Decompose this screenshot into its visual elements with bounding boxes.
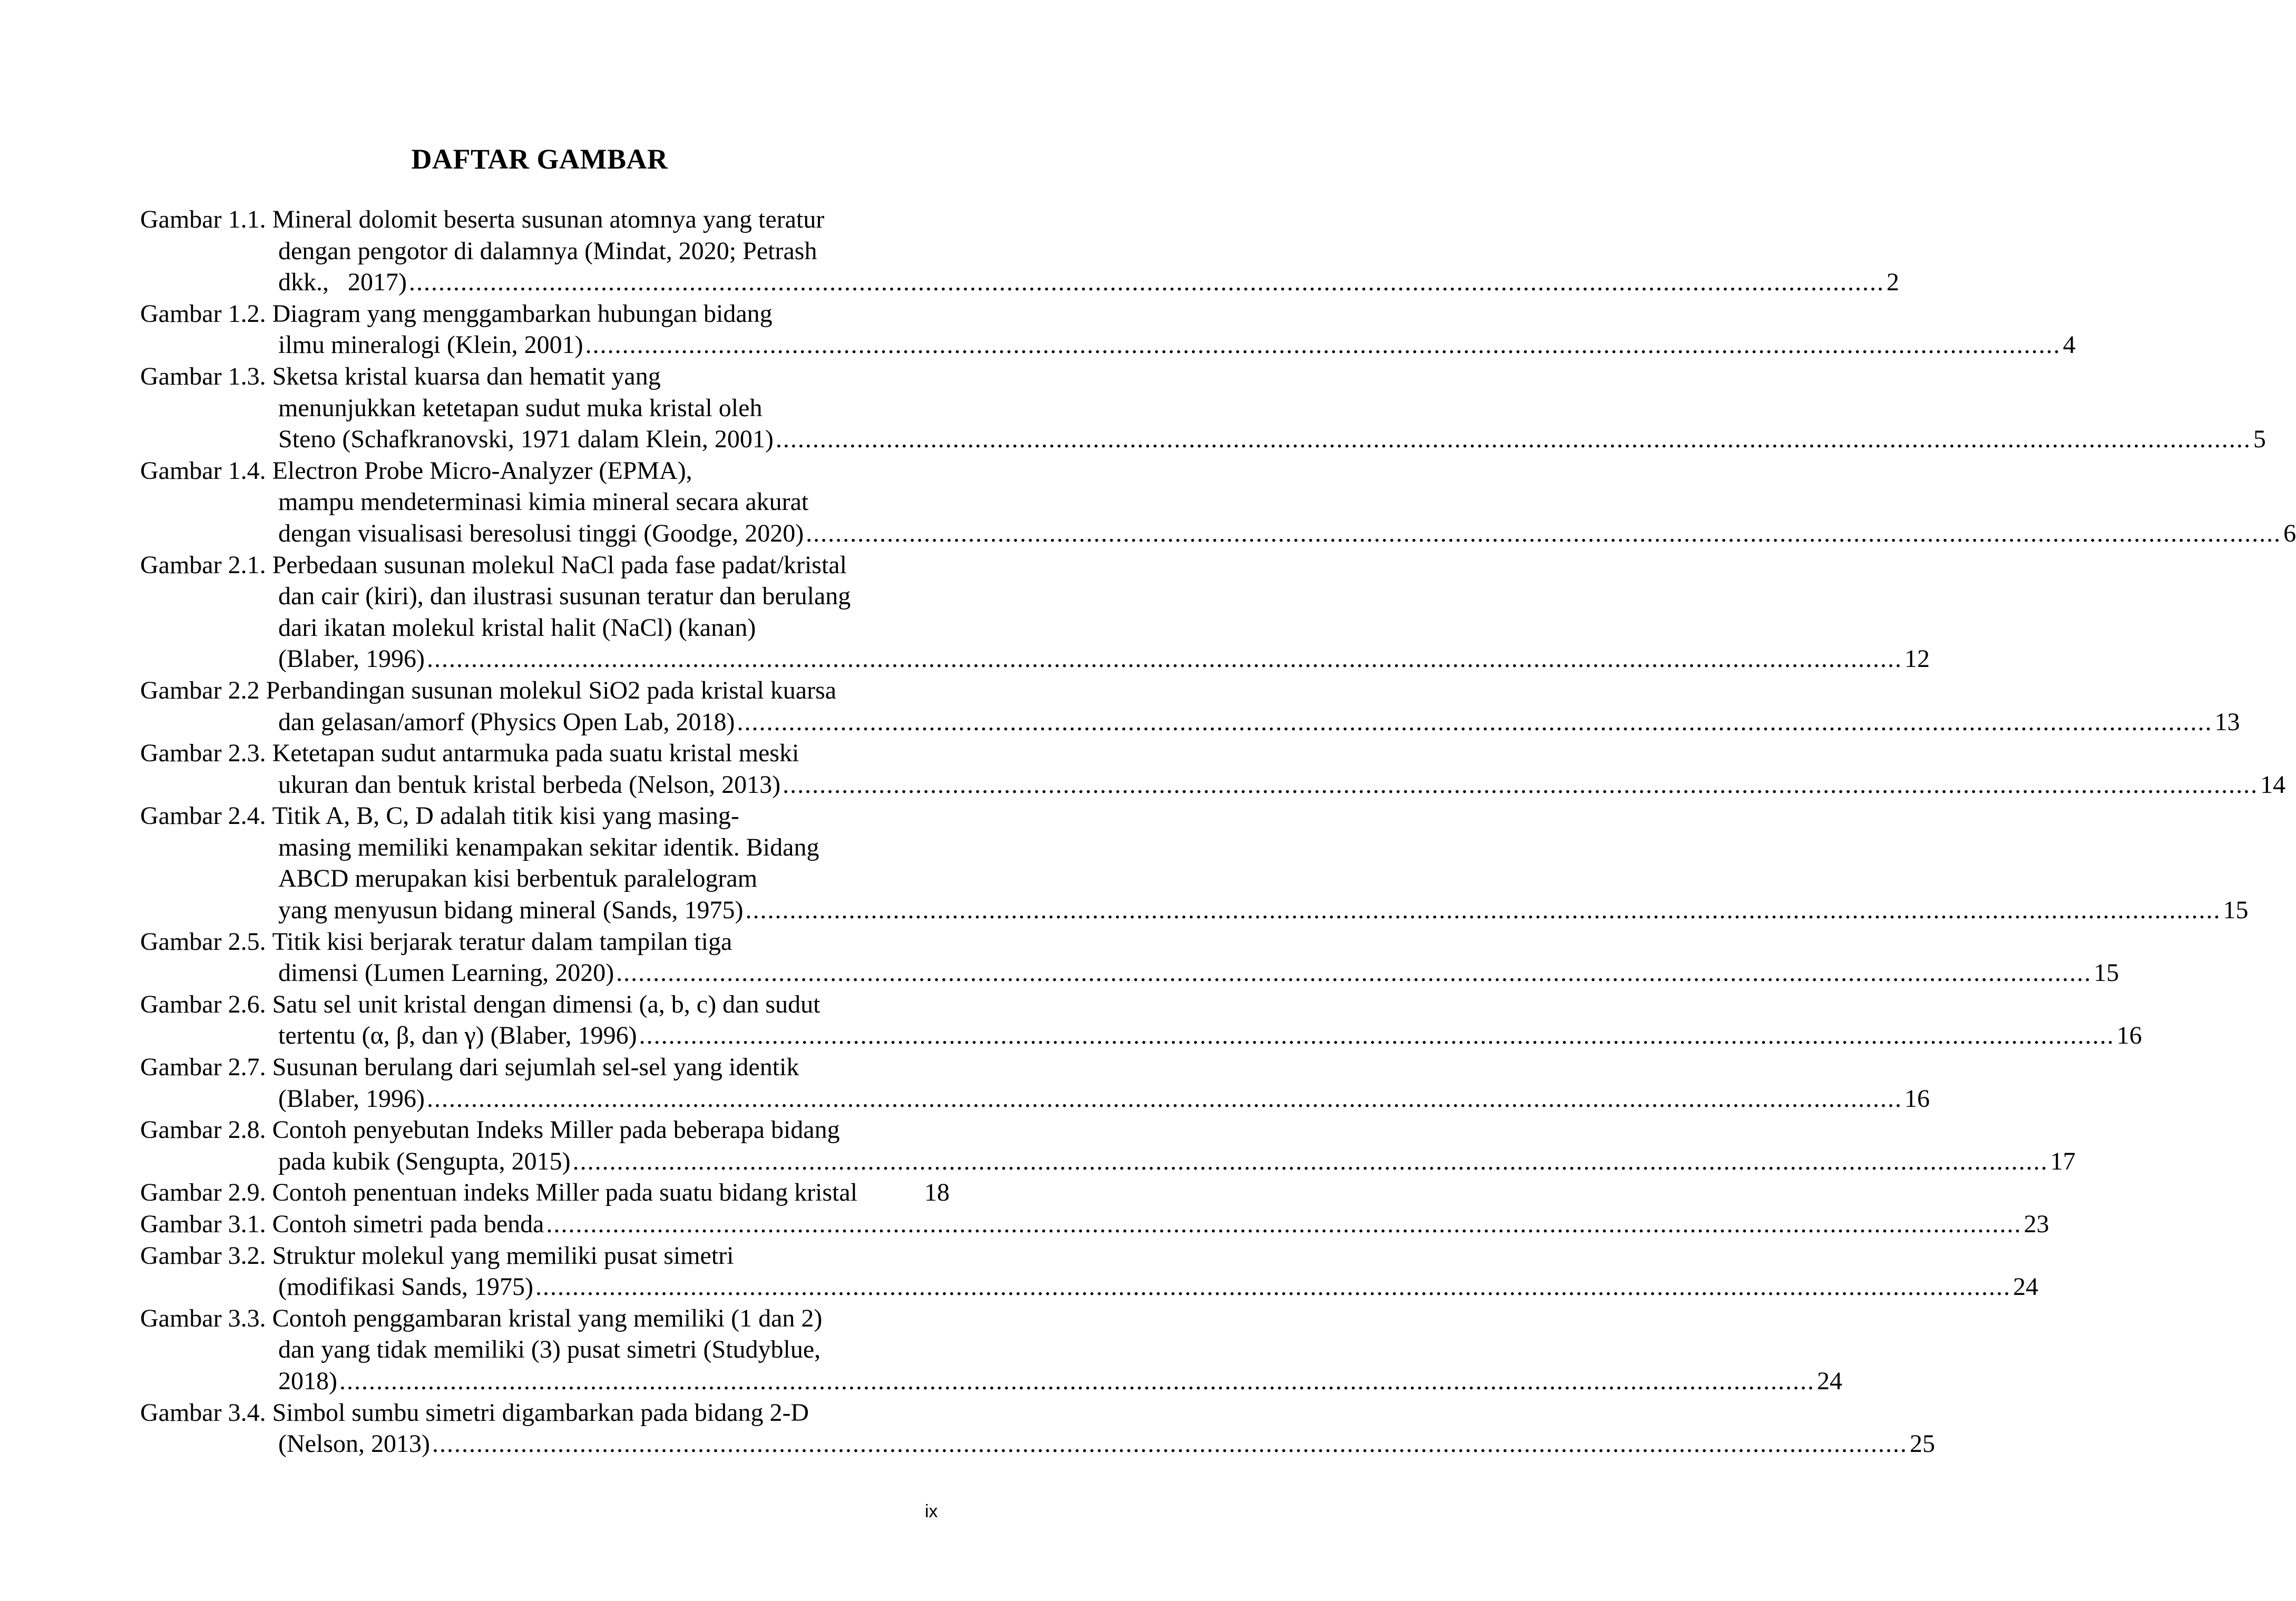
figure-caption-text: (Blaber, 1996) — [278, 1084, 425, 1113]
figure-entry — [140, 1177, 950, 1209]
dot-leader: ........................................................................................................................................................................................................ — [427, 1084, 1902, 1113]
figure-entry-line — [140, 1209, 2049, 1240]
dot-leader: ........................................................................................................................................................................................................ — [408, 268, 1884, 297]
figure-caption-text: Electron Probe Micro-Analyzer (EPMA), — [272, 456, 692, 485]
figure-caption-text: Satu sel unit kristal dengan dimensi (a, b, c) dan sudut — [272, 990, 820, 1018]
figure-caption-text: Perbandingan susunan molekul SiO2 pada kristal kuarsa — [266, 676, 837, 704]
figure-page-number: 18 — [924, 1178, 950, 1207]
figure-caption-text: Titik A, B, C, D adalah titik kisi yang masing- — [272, 802, 739, 830]
figure-entry-line — [140, 424, 2266, 455]
figure-entry-line — [140, 643, 1930, 675]
figure-caption-text: (modifikasi Sands, 1975) — [278, 1273, 533, 1301]
figure-caption-text: yang menyusun bidang mineral (Sands, 1975) — [278, 896, 744, 925]
figure-page-number: 17 — [2050, 1147, 2076, 1175]
page-number: ix — [925, 1501, 938, 1521]
figure-page-number: 2 — [1886, 268, 1899, 297]
figure-label: Gambar 2.5. — [140, 927, 272, 956]
dot-leader: ........................................................................................................................................................................................................ — [572, 1147, 2048, 1175]
figure-caption-text: menunjukkan ketetapan sudut muka kristal oleh — [278, 394, 763, 422]
figure-entry-line — [140, 1240, 950, 1272]
figure-entry-line — [140, 675, 950, 706]
figure-entry — [140, 1397, 1935, 1460]
figure-caption-text: Contoh penggambaran kristal yang memiliki (1 dan 2) — [272, 1304, 823, 1332]
figure-entry — [140, 800, 2249, 926]
figure-caption-text: Titik kisi berjarak teratur dalam tampilan tiga — [272, 927, 732, 956]
figure-entry-line — [140, 1366, 1842, 1397]
figure-caption-text: Contoh penentuan indeks Miller pada suatu bidang kristal — [272, 1178, 858, 1207]
figure-entry-line — [140, 486, 950, 518]
figure-entry-line — [140, 329, 2076, 361]
figure-entry-line — [140, 1020, 2142, 1052]
figure-entry-line — [140, 298, 950, 330]
figure-caption-text: dan cair (kiri), dan ilustrasi susunan teratur dan berulang — [278, 582, 851, 611]
figure-entry-line — [140, 392, 950, 424]
dot-leader: ........................................................................................................................................................................................................ — [783, 770, 2259, 799]
figure-entry-line — [140, 989, 950, 1020]
figure-entry — [140, 926, 2119, 989]
figure-label: Gambar 3.2. — [140, 1241, 272, 1270]
figure-entry-line — [140, 738, 950, 769]
dot-leader: ........................................................................................................................................................................................................ — [639, 1022, 2115, 1050]
figure-caption-text: Sketsa kristal kuarsa dan hematit yang — [272, 362, 661, 390]
figure-entry-line — [140, 455, 950, 487]
figure-page-number: 23 — [2024, 1210, 2049, 1238]
figure-entry — [140, 1052, 1930, 1114]
dot-leader: ........................................................................................................................................................................................................ — [535, 1273, 2011, 1301]
figure-caption-text: Simbol sumbu simetri digambarkan pada bidang 2-D — [272, 1398, 809, 1427]
figure-entry — [140, 361, 2266, 455]
dot-leader: ........................................................................................................................................................................................................ — [585, 331, 2061, 359]
figure-entry-line — [140, 926, 950, 958]
figure-label: Gambar 2.2 — [140, 676, 266, 704]
figure-entry — [140, 989, 2142, 1052]
dot-leader: ........................................................................................................................................................................................................ — [432, 1430, 1908, 1458]
figure-entry — [140, 675, 2240, 738]
figure-entry-line — [140, 518, 2296, 549]
figure-label: Gambar 2.1. — [140, 551, 272, 579]
figure-entry-line — [140, 267, 1899, 298]
figure-list — [140, 204, 2296, 1460]
figure-entry-line — [140, 1177, 950, 1209]
figure-page-number: 15 — [2223, 896, 2249, 925]
figure-caption-text: mampu mendeterminasi kimia mineral secara akurat — [278, 488, 809, 516]
figure-page-number: 13 — [2214, 708, 2240, 736]
figure-entry-line — [140, 1397, 950, 1429]
figure-entry-line — [140, 800, 950, 832]
figure-label: Gambar 2.8. — [140, 1116, 272, 1144]
figure-page-number: 5 — [2253, 425, 2266, 454]
figure-entry-line — [140, 1114, 950, 1146]
figure-label: Gambar 3.1. — [140, 1210, 272, 1238]
figure-entry-line — [140, 1146, 2076, 1177]
figure-page-number: 24 — [2012, 1273, 2038, 1301]
figure-caption-text: dan yang tidak memiliki (3) pusat simetri (Studyblue, — [278, 1335, 821, 1364]
figure-label: Gambar 2.4. — [140, 802, 272, 830]
dot-leader: ........................................................................................................................................................................................................ — [745, 896, 2221, 925]
figure-entry — [140, 1209, 2049, 1240]
figure-label: Gambar 3.4. — [140, 1398, 272, 1427]
figure-page-number: 24 — [1816, 1367, 1842, 1395]
figure-entry — [140, 298, 2076, 361]
figure-entry-line — [140, 863, 950, 895]
figure-entry — [140, 204, 1899, 298]
figure-caption-text: 2018) — [278, 1367, 337, 1395]
figure-entry-line — [140, 832, 950, 863]
figure-caption-text: (Nelson, 2013) — [278, 1430, 430, 1458]
figure-label: Gambar 1.1. — [140, 205, 272, 233]
figure-entry-line — [140, 1052, 950, 1083]
figure-caption-text: dan gelasan/amorf (Physics Open Lab, 2018) — [278, 708, 735, 736]
dot-leader: ........................................................................................................................................................................................................ — [775, 425, 2251, 454]
figure-label: Gambar 1.2. — [140, 299, 272, 328]
figure-caption-text: ilmu mineralogi (Klein, 2001) — [278, 331, 583, 359]
figure-page-number: 12 — [1904, 645, 1930, 673]
figure-label: Gambar 2.3. — [140, 739, 272, 768]
figure-page-number: 16 — [1904, 1084, 1930, 1113]
figure-entry — [140, 738, 2286, 800]
figure-caption-text: dimensi (Lumen Learning, 2020) — [278, 959, 614, 987]
page-title: DAFTAR GAMBAR — [411, 143, 668, 175]
figure-caption-text: Struktur molekul yang memiliki pusat simetri — [272, 1241, 734, 1270]
figure-caption-text: tertentu (α, β, dan γ) (Blaber, 1996) — [278, 1022, 637, 1050]
figure-caption-text: dengan visualisasi beresolusi tinggi (Goodge, 2020) — [278, 519, 804, 547]
figure-page-number: 4 — [2063, 331, 2076, 359]
figure-entry-line — [140, 235, 950, 267]
figure-caption-text: (Blaber, 1996) — [278, 645, 425, 673]
figure-entry — [140, 455, 2296, 549]
dot-leader: ........................................................................................................................................................................................................ — [546, 1210, 2022, 1238]
figure-entry-line — [140, 581, 950, 612]
figure-caption-text: ukuran dan bentuk kristal berbeda (Nelson, 2013) — [278, 770, 781, 799]
figure-entry-line — [140, 706, 2240, 738]
figure-caption-text: ABCD merupakan kisi berbentuk paralelogram — [278, 865, 758, 893]
figure-caption-text: dari ikatan molekul kristal halit (NaCl) (kanan) — [278, 613, 756, 642]
figure-entry-line — [140, 204, 950, 235]
figure-label: Gambar 1.4. — [140, 456, 272, 485]
dot-leader: ........................................................................................................................................................................................................ — [427, 645, 1902, 673]
figure-entry — [140, 1303, 1842, 1397]
figure-caption-text: Contoh simetri pada benda — [272, 1210, 544, 1238]
figure-entry-line — [140, 361, 950, 392]
figure-caption-text: Perbedaan susunan molekul NaCl pada fase padat/kristal — [272, 551, 847, 579]
dot-leader: ........................................................................................................................................................................................................ — [737, 708, 2213, 736]
figure-entry-line — [140, 1428, 1935, 1460]
figure-entry-line — [140, 1083, 1930, 1115]
dot-leader: ........................................................................................................................................................................................................ — [806, 519, 2282, 547]
figure-page-number: 15 — [2094, 959, 2119, 987]
figure-label: Gambar 2.6. — [140, 990, 272, 1018]
figure-label: Gambar 2.7. — [140, 1053, 272, 1082]
figure-label: Gambar 2.9. — [140, 1178, 272, 1207]
figure-entry-line — [140, 1303, 950, 1334]
figure-entry — [140, 1114, 2076, 1177]
figure-caption-text: Diagram yang menggambarkan hubungan bidang — [272, 299, 773, 328]
figure-entry-line — [140, 895, 2249, 926]
dot-leader: ........................................................................................................................................................................................................ — [339, 1367, 1815, 1395]
figure-entry-line — [140, 1334, 950, 1366]
figure-caption-text: Susunan berulang dari sejumlah sel-sel yang identik — [272, 1053, 799, 1082]
figure-caption-text: Mineral dolomit beserta susunan atomnya yang teratur — [272, 205, 825, 233]
figure-caption-text: Steno (Schafkranovski, 1971 dalam Klein, 2001) — [278, 425, 774, 454]
figure-page-number: 14 — [2260, 770, 2286, 799]
figure-caption-text: dkk., 2017) — [278, 268, 407, 297]
figure-entry — [140, 1240, 2038, 1303]
figure-caption-text: pada kubik (Sengupta, 2015) — [278, 1147, 571, 1175]
figure-entry-line — [140, 549, 950, 581]
figure-caption-text: masing memiliki kenampakan sekitar identik. Bidang — [278, 833, 819, 861]
figure-label: Gambar 3.3. — [140, 1304, 272, 1332]
figure-entry-line — [140, 612, 950, 644]
figure-label: Gambar 1.3. — [140, 362, 272, 390]
dot-leader: ........................................................................................................................................................................................................ — [616, 959, 2092, 987]
figure-page-number: 25 — [1909, 1430, 1935, 1458]
figure-caption-text: Contoh penyebutan Indeks Miller pada beberapa bidang — [272, 1116, 840, 1144]
figure-page-number: 6 — [2283, 519, 2296, 547]
figure-entry-line — [140, 769, 2286, 801]
figure-entry-line — [140, 1271, 2038, 1303]
figure-caption-text: dengan pengotor di dalamnya (Mindat, 2020; Petrash — [278, 237, 817, 265]
figure-entry — [140, 549, 1930, 675]
figure-page-number: 16 — [2116, 1022, 2142, 1050]
figure-entry-line — [140, 957, 2119, 989]
figure-caption-text: Ketetapan sudut antarmuka pada suatu kristal meski — [272, 739, 799, 768]
